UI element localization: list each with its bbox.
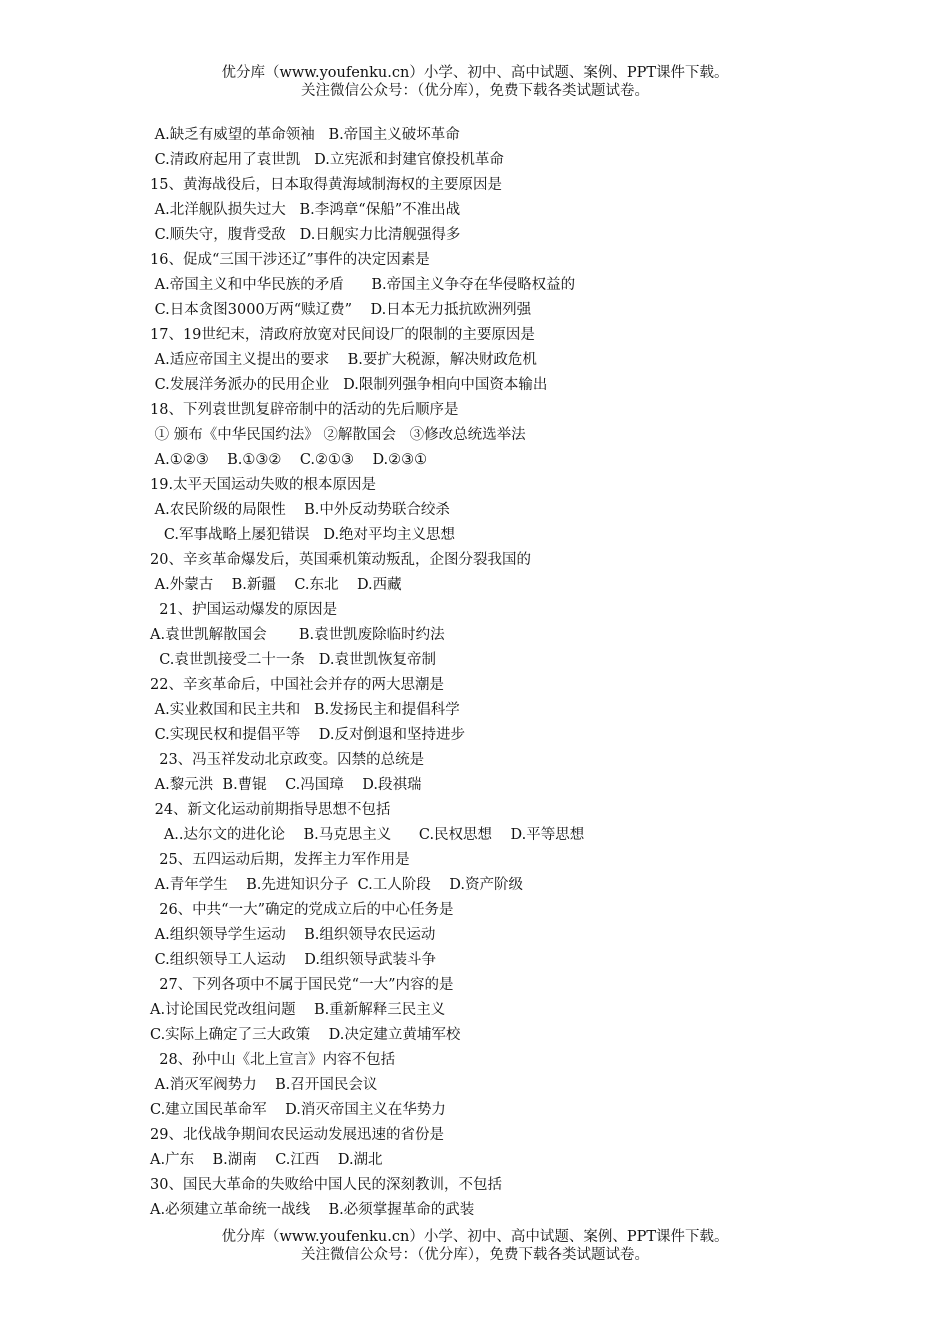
footer-line-2: 关注微信公众号：（优分库），免费下载各类试题试卷。 xyxy=(301,1247,649,1263)
header-line-1: 优分库（www.youfenku.cn）小学、初中、高中试题、案例、PPT课件下载。 xyxy=(221,65,729,81)
question-25: 25、五四运动后期，发挥主力军作用是 xyxy=(150,852,410,868)
text-line: C.日本贪图3000万两“赎辽费” D.日本无力抵抗欧洲列强 xyxy=(150,302,532,318)
footer-line-1: 优分库（www.youfenku.cn）小学、初中、高中试题、案例、PPT课件下载。 xyxy=(221,1229,729,1245)
question-18: 18、下列袁世凯复辟帝制中的活动的先后顺序是 xyxy=(150,402,459,418)
question-17: 17、19世纪末，清政府放宽对民间设厂的限制的主要原因是 xyxy=(150,327,535,343)
text-line: C.顺失守，腹背受敌 D.日舰实力比清舰强得多 xyxy=(150,227,461,243)
question-24: 24、新文化运动前期指导思想不包括 xyxy=(150,802,391,818)
question-20: 20、辛亥革命爆发后，英国乘机策动叛乱，企图分裂我国的 xyxy=(150,552,531,568)
text-line: A.组织领导学生运动 B.组织领导农民运动 xyxy=(150,927,436,943)
text-line: C.军事战略上屡犯错误 D.绝对平均主义思想 xyxy=(150,527,456,543)
text-line: C.实现民权和提倡平等 D.反对倒退和坚持进步 xyxy=(150,727,465,743)
text-line: C.实际上确定了三大政策 D.决定建立黄埔军校 xyxy=(150,1027,461,1043)
question-19: 19.太平天国运动失败的根本原因是 xyxy=(150,477,377,493)
question-30: 30、国民大革命的失败给中国人民的深刻教训，不包括 xyxy=(150,1177,502,1193)
text-line: C.袁世凯接受二十一条 D.袁世凯恢复帝制 xyxy=(150,652,436,668)
question-28: 28、孙中山《北上宣言》内容不包括 xyxy=(150,1052,396,1068)
text-line: A.帝国主义和中华民族的矛盾 B.帝国主义争夺在华侵略权益的 xyxy=(150,277,576,293)
text-line: A.袁世凯解散国会 B.袁世凯废除临时约法 xyxy=(150,627,445,643)
text-line: A.北洋舰队损失过大 B.李鸿章“保船”不准出战 xyxy=(150,202,461,218)
text-line: C.发展洋务派办的民用企业 D.限制列强争相向中国资本输出 xyxy=(150,377,548,393)
text-line: A.黎元洪 B.曹锟 C.冯国璋 D.段祺瑞 xyxy=(150,777,422,793)
text-line: A.实业救国和民主共和 B.发扬民主和提倡科学 xyxy=(150,702,460,718)
page-footer xyxy=(0,1228,950,1264)
question-body xyxy=(150,123,870,1223)
text-line: A.适应帝国主义提出的要求 B.要扩大税源，解决财政危机 xyxy=(150,352,537,368)
text-line: A.讨论国民党改组问题 B.重新解释三民主义 xyxy=(150,1002,446,1018)
question-15: 15、黄海战役后，日本取得黄海域制海权的主要原因是 xyxy=(150,177,502,193)
question-26: 26、中共“一大”确定的党成立后的中心任务是 xyxy=(150,902,454,918)
text-line: ① 颁布《中华民国约法》 ②解散国会 ③修改总统选举法 xyxy=(150,427,526,443)
question-22: 22、辛亥革命后，中国社会并存的两大思潮是 xyxy=(150,677,444,693)
question-21: 21、护国运动爆发的原因是 xyxy=(150,602,338,618)
text-line: A.①②③ B.①③② C.②①③ D.②③① xyxy=(150,452,428,468)
text-line: A..达尔文的进化论 B.马克思主义 C.民权思想 D.平等思想 xyxy=(150,827,585,843)
question-23: 23、冯玉祥发动北京政变。囚禁的总统是 xyxy=(150,752,425,768)
question-27: 27、下列各项中不属于国民党“一大”内容的是 xyxy=(150,977,454,993)
text-line: C.建立国民革命军 D.消灭帝国主义在华势力 xyxy=(150,1102,446,1118)
header-line-2: 关注微信公众号：（优分库），免费下载各类试题试卷。 xyxy=(301,83,649,99)
text-line: A.农民阶级的局限性 B.中外反动势联合绞杀 xyxy=(150,502,450,518)
text-line: C.组织领导工人运动 D.组织领导武装斗争 xyxy=(150,952,436,968)
text-line: A.缺乏有威望的革命领袖 B.帝国主义破坏革命 xyxy=(150,127,460,143)
text-line: A.广东 B.湖南 C.江西 D.湖北 xyxy=(150,1152,383,1168)
text-line: A.消灭军阀势力 B.召开国民会议 xyxy=(150,1077,378,1093)
text-line: C.清政府起用了袁世凯 D.立宪派和封建官僚投机革命 xyxy=(150,152,504,168)
text-line: A.必须建立革命统一战线 B.必须掌握革命的武装 xyxy=(150,1202,475,1218)
page-header xyxy=(0,64,950,100)
question-29: 29、北伐战争期间农民运动发展迅速的省份是 xyxy=(150,1127,444,1143)
text-line: A.外蒙古 B.新疆 C.东北 D.西藏 xyxy=(150,577,402,593)
text-line: A.青年学生 B.先进知识分子 C.工人阶段 D.资产阶级 xyxy=(150,877,523,893)
question-16: 16、促成“三国干涉还辽”事件的决定因素是 xyxy=(150,252,430,268)
